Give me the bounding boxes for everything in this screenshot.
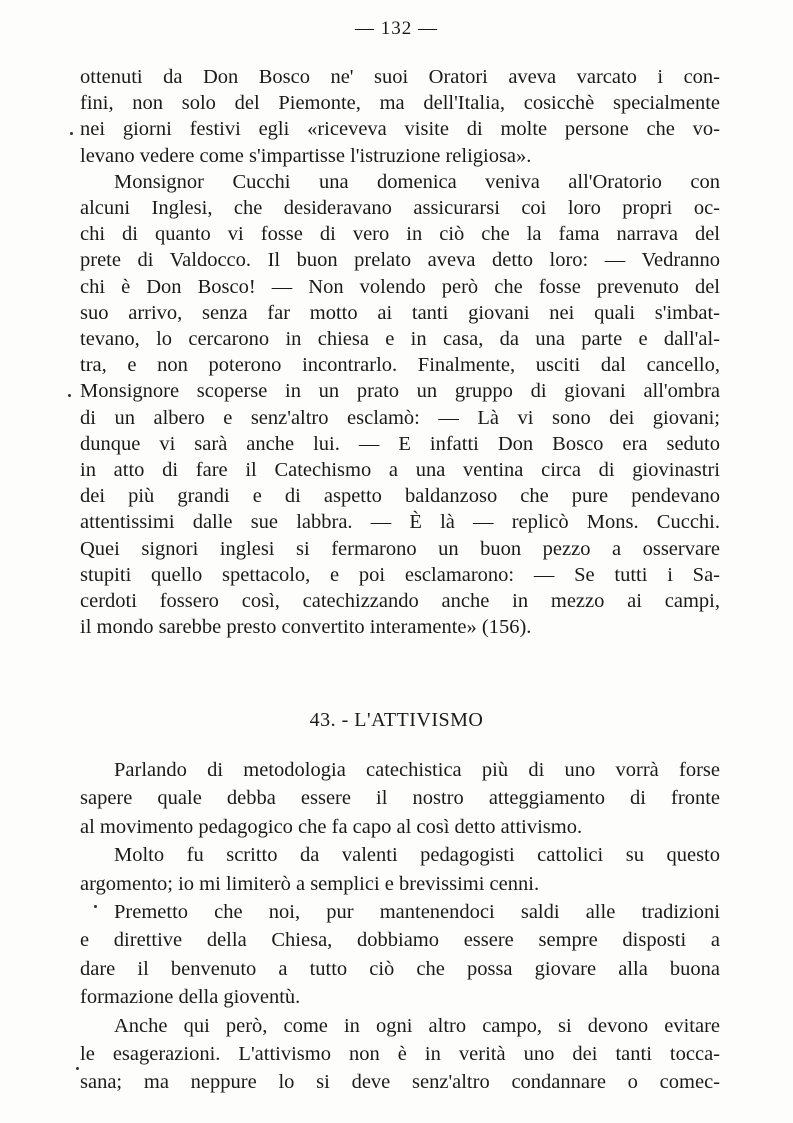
text-line: al movimento pedagogico che fa capo al così detto attivismo. bbox=[80, 815, 583, 838]
text-line: argomento; io mi limiterò a semplici e brevissimi cenni. bbox=[80, 872, 540, 895]
text-line: levano vedere come s'impartisse l'istruzione religiosa». bbox=[80, 144, 532, 167]
text-line: tevano, lo cercarono in chiesa e in casa, da una parte e dall'al- bbox=[80, 328, 720, 351]
scan-speck bbox=[94, 905, 97, 908]
text-line: alcuni Inglesi, che desideravano assicurarsi coi loro propri oc- bbox=[80, 197, 720, 220]
scan-speck bbox=[68, 394, 71, 397]
text-line: dunque vi sarà anche lui. — E infatti Don Bosco era seduto bbox=[80, 432, 720, 455]
text-line: Quei signori inglesi si fermarono un buon pezzo a osservare bbox=[80, 537, 720, 560]
text-line: il mondo sarebbe presto convertito interamente» (156). bbox=[80, 616, 532, 639]
text-line: tra, e non poterono incontrarlo. Finalmente, usciti dal cancello, bbox=[80, 354, 720, 377]
text-line: Parlando di metodologia catechistica più di uno vorrà forse bbox=[114, 759, 720, 781]
text-line: sana; ma neppure lo si deve senz'altro condannare o comec- bbox=[80, 1071, 720, 1094]
text-line: di un albero e senz'altro esclamò: — Là vi sono dei giovani; bbox=[80, 406, 720, 429]
page-number: — 132 — bbox=[355, 18, 438, 39]
text-line: suo arrivo, senza far motto ai tanti giovani nei quali s'imbat- bbox=[80, 301, 720, 324]
text-line: attentissimi dalle sue labbra. — È là — replicò Mons. Cucchi. bbox=[80, 511, 720, 534]
text-line: dei più grandi e di aspetto baldanzoso che pure pendevano bbox=[80, 485, 720, 508]
paragraph-block-don-bosco bbox=[80, 64, 720, 640]
text-line: chi è Don Bosco! — Non volendo però che fosse prevenuto del bbox=[80, 275, 720, 298]
text-line: chi di quanto vi fosse di vero in ciò che la fama narrava del bbox=[80, 223, 720, 246]
text-line: Premetto che noi, pur mantenendoci saldi alle tradizioni bbox=[114, 901, 720, 924]
text-line: fini, non solo del Piemonte, ma dell'Italia, cosicchè specialmente bbox=[80, 92, 720, 115]
text-line: cerdoti fossero così, catechizzando anche in mezzo ai campi, bbox=[80, 590, 720, 613]
text-line: le esagerazioni. L'attivismo non è in verità uno dei tanti tocca- bbox=[80, 1043, 720, 1066]
text-line: formazione della gioventù. bbox=[80, 986, 301, 1009]
text-line: dare il benvenuto a tutto ciò che possa giovare alla buona bbox=[80, 957, 720, 980]
text-line: nei giorni festivi egli «riceveva visite di molte persone che vo- bbox=[80, 118, 720, 141]
text-line: ottenuti da Don Bosco ne' suoi Oratori aveva varcato i con- bbox=[80, 66, 720, 88]
text-line: e direttive della Chiesa, dobbiamo essere sempre disposti a bbox=[80, 929, 720, 952]
text-line: Molto fu scritto da valenti pedagogisti cattolici su questo bbox=[114, 844, 720, 867]
scan-speck bbox=[70, 132, 73, 135]
text-line: stupiti quello spettacolo, e poi esclamarono: — Se tutti i Sa- bbox=[80, 563, 720, 586]
text-line: sapere quale debba essere il nostro atteggiamento di fronte bbox=[80, 787, 720, 810]
text-line: in atto di fare il Catechismo a una ventina circa di giovinastri bbox=[80, 459, 720, 482]
text-line: Anche qui però, come in ogni altro campo, si devono evitare bbox=[114, 1014, 720, 1037]
text-line: prete di Valdocco. Il buon prelato aveva detto loro: — Vedranno bbox=[80, 249, 720, 272]
text-line: Monsignor Cucchi una domenica veniva all'Oratorio con bbox=[114, 170, 720, 193]
paragraph-block-attivismo bbox=[80, 756, 720, 1097]
text-line: Monsignore scoperse in un prato un gruppo di giovani all'ombra bbox=[80, 380, 720, 403]
scan-speck bbox=[76, 1067, 79, 1070]
section-heading: 43. - L'ATTIVISMO bbox=[309, 709, 484, 731]
